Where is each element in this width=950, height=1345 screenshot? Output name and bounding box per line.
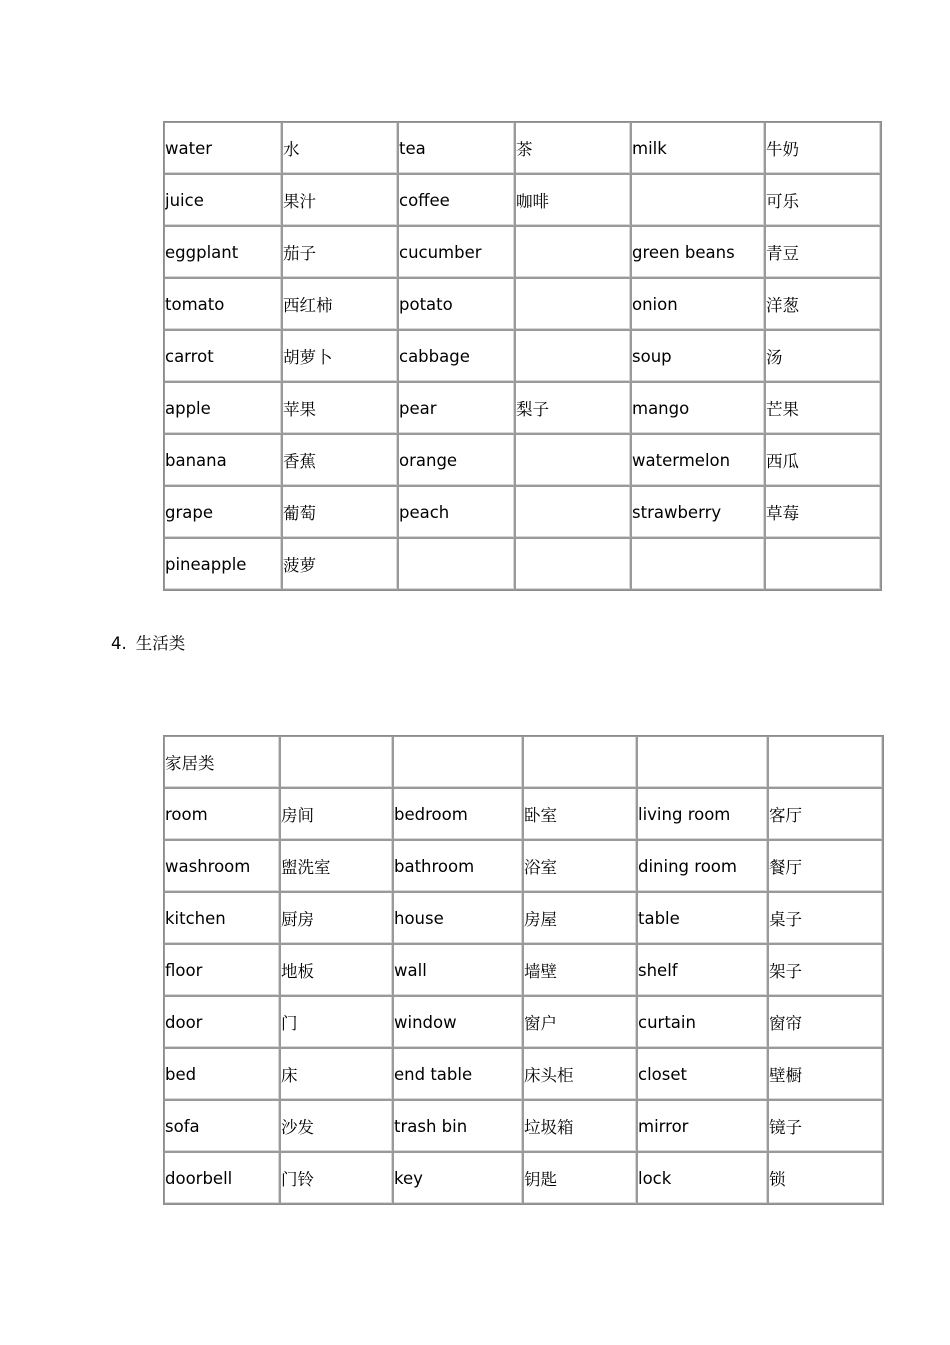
table-cell [515,486,631,538]
table-row [164,1048,883,1100]
table-cell: 茄子 [282,226,398,278]
table-cell: 门 [280,996,393,1048]
table-cell: 客厅 [768,788,883,840]
table-cell: 卧室 [523,788,637,840]
section-number: 4. [111,634,127,653]
table-cell: cucumber [398,226,515,278]
table-row [164,278,881,330]
table-cell: water [164,122,282,174]
table-row [164,174,881,226]
table-cell: 水 [282,122,398,174]
table-cell [765,538,881,590]
table-row [164,736,883,788]
table-cell: mirror [637,1100,768,1152]
table-cell: pear [398,382,515,434]
table-cell: 桌子 [768,892,883,944]
table-cell: shelf [637,944,768,996]
table-cell: 果汁 [282,174,398,226]
section-heading [111,630,185,654]
table-cell: floor [164,944,280,996]
table-cell: banana [164,434,282,486]
table-cell: orange [398,434,515,486]
table-cell: apple [164,382,282,434]
table-row [164,122,881,174]
table-cell: 锁 [768,1152,883,1204]
table-row [164,1152,883,1204]
table-cell [515,434,631,486]
table-cell: door [164,996,280,1048]
table-cell: milk [631,122,765,174]
table-row [164,330,881,382]
table-cell: lock [637,1152,768,1204]
table-cell: doorbell [164,1152,280,1204]
table-cell: mango [631,382,765,434]
table-cell: 窗户 [523,996,637,1048]
table-cell: 香蕉 [282,434,398,486]
home-vocabulary-table [163,735,884,1205]
table-cell: 沙发 [280,1100,393,1152]
table-cell: room [164,788,280,840]
table-cell: 床 [280,1048,393,1100]
table-cell: 葡萄 [282,486,398,538]
table-cell: 咖啡 [515,174,631,226]
table-row [164,226,881,278]
table-cell: 房间 [280,788,393,840]
table-row [164,944,883,996]
table-cell: 门铃 [280,1152,393,1204]
table-cell: 梨子 [515,382,631,434]
table-cell: washroom [164,840,280,892]
table-row [164,1100,883,1152]
table-cell: 芒果 [765,382,881,434]
table-cell: 厨房 [280,892,393,944]
table-cell: peach [398,486,515,538]
table-cell: juice [164,174,282,226]
table-cell [523,736,637,788]
table-cell: soup [631,330,765,382]
table-row [164,996,883,1048]
table-cell: 西瓜 [765,434,881,486]
table-cell: 餐厅 [768,840,883,892]
table-cell: 窗帘 [768,996,883,1048]
table-cell: 苹果 [282,382,398,434]
table-cell: potato [398,278,515,330]
table-row [164,434,881,486]
table-cell: dining room [637,840,768,892]
table-row [164,382,881,434]
table-row [164,840,883,892]
table-cell: 西红柿 [282,278,398,330]
table-cell: 洋葱 [765,278,881,330]
table-cell: 壁橱 [768,1048,883,1100]
table-cell: strawberry [631,486,765,538]
table-cell: 垃圾箱 [523,1100,637,1152]
home-table-body [164,736,883,1204]
table-cell: bathroom [393,840,523,892]
table-cell: living room [637,788,768,840]
table-cell [631,174,765,226]
table-cell: 菠萝 [282,538,398,590]
table-cell [515,226,631,278]
table-cell: 盥洗室 [280,840,393,892]
table-cell: 钥匙 [523,1152,637,1204]
table-cell: green beans [631,226,765,278]
table-cell: cabbage [398,330,515,382]
table-cell [280,736,393,788]
table-cell: 汤 [765,330,881,382]
table-row [164,892,883,944]
table-cell: curtain [637,996,768,1048]
table-cell: trash bin [393,1100,523,1152]
table-cell: tea [398,122,515,174]
table-cell: closet [637,1048,768,1100]
table-cell [393,736,523,788]
table-cell: carrot [164,330,282,382]
table-cell: onion [631,278,765,330]
table-cell: 胡萝卜 [282,330,398,382]
table-cell: 草莓 [765,486,881,538]
table-cell [515,278,631,330]
table-cell: 牛奶 [765,122,881,174]
table-cell: coffee [398,174,515,226]
table-cell: window [393,996,523,1048]
table-cell: table [637,892,768,944]
table-cell: key [393,1152,523,1204]
food-table-body [164,122,881,590]
table-cell: 可乐 [765,174,881,226]
table-cell [768,736,883,788]
table-cell: watermelon [631,434,765,486]
table-cell: 青豆 [765,226,881,278]
table-cell: pineapple [164,538,282,590]
table-cell: 茶 [515,122,631,174]
table-cell: eggplant [164,226,282,278]
table-cell [515,538,631,590]
table-cell: wall [393,944,523,996]
table-cell: 房屋 [523,892,637,944]
table-cell: bedroom [393,788,523,840]
table-cell: 床头柜 [523,1048,637,1100]
table-cell: kitchen [164,892,280,944]
table-cell [631,538,765,590]
table-cell: tomato [164,278,282,330]
table-cell [398,538,515,590]
table-cell: 浴室 [523,840,637,892]
table-cell: sofa [164,1100,280,1152]
section-title: 生活类 [135,634,186,653]
table-cell: end table [393,1048,523,1100]
table-cell [515,330,631,382]
table-row [164,486,881,538]
food-vocabulary-table [163,121,882,591]
table-cell: 墙壁 [523,944,637,996]
table-cell: 家居类 [164,736,280,788]
table-row [164,538,881,590]
table-cell: 地板 [280,944,393,996]
table-cell [637,736,768,788]
table-row [164,788,883,840]
table-cell: 架子 [768,944,883,996]
table-cell: house [393,892,523,944]
table-cell: 镜子 [768,1100,883,1152]
table-cell: bed [164,1048,280,1100]
table-cell: grape [164,486,282,538]
